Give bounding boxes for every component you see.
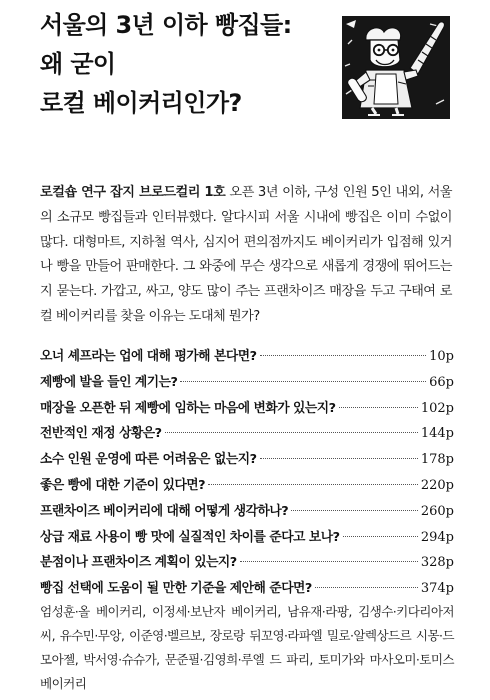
toc-dot-leader — [240, 561, 418, 562]
toc-question: 프랜차이즈 베이커리에 대해 어떻게 생각하나? — [40, 503, 289, 519]
toc-page-number: 10p — [429, 349, 454, 364]
title-line-3: 로컬 베이커리인가? — [40, 89, 242, 117]
page-title — [40, 6, 340, 123]
toc-page-number: 328p — [420, 555, 454, 571]
toc-question: 상급 재료 사용이 빵 맛에 실질적인 차이를 준다고 보나? — [40, 529, 340, 545]
toc-dot-leader — [165, 432, 418, 433]
toc-page-number: 220p — [420, 477, 454, 493]
toc-dot-leader — [291, 510, 418, 511]
title-line-2: 왜 굳이 — [40, 50, 116, 78]
toc-question: 전반적인 재정 상황은? — [40, 426, 162, 442]
toc-page-number: 260p — [420, 503, 454, 519]
contributors-list: 엄성훈·올 베이커리, 이정세·보난자 베이커리, 남유재·라팡, 김생수·키다리아저씨, 유수민·무앙, 이준영·벨르보, 장로랑 뒤꼬영·라파엘 밀로·알렉상드르 시몽·드모아젤, 박서영·슈슈가, 문준필·김영희·루엘 드 파리, 토미가와 마사오미·토미스 베이커리 — [40, 604, 454, 691]
toc-question: 매장을 오픈한 뒤 제빵에 임하는 마음에 변화가 있는지? — [40, 400, 336, 416]
toc-entry — [40, 397, 454, 423]
toc-dot-leader — [343, 536, 418, 537]
table-of-contents — [40, 345, 454, 603]
toc-entry — [40, 448, 454, 474]
toc-page-number: 374p — [420, 581, 454, 597]
toc-dot-leader — [339, 407, 418, 408]
toc-question: 빵집 선택에 도움이 될 만한 기준을 제안해 준다면? — [40, 581, 312, 597]
toc-question: 좋은 빵에 대한 기준이 있다면? — [40, 477, 206, 493]
toc-page-number: 144p — [420, 426, 454, 442]
toc-entry — [40, 474, 454, 500]
baker-with-baguette-icon — [340, 14, 452, 121]
toc-entry — [40, 500, 454, 526]
toc-dot-leader — [208, 484, 418, 485]
toc-dot-leader — [260, 355, 427, 356]
toc-question: 분점이나 프랜차이즈 계획이 있는지? — [40, 555, 237, 571]
toc-question: 오너 셰프라는 업에 대해 평가해 본다면? — [40, 349, 257, 364]
toc-page-number: 294p — [420, 529, 454, 545]
toc-entry — [40, 345, 454, 371]
toc-entry — [40, 371, 454, 397]
toc-entry — [40, 551, 454, 577]
intro-lead: 로컬숍 연구 잡지 브로드컬리 1호 — [40, 185, 226, 200]
toc-dot-leader — [260, 458, 418, 459]
toc-dot-leader — [315, 587, 418, 588]
intro-body: 오픈 3년 이하, 구성 인원 5인 내외, 서울의 소규모 빵집들과 인터뷰했다. 알다시피 서울 시내에 빵집은 이미 수없이 많다. 대형마트, 지하철 역사, 심지어 편의점까지도 베이커리가 입점해 있거나 빵을 만들어 판매한다. 그 와중에 무슨 생각으로 새롭게 경쟁에 뛰어드는지 묻는다. 가깝고, 싸고, 양도 많이 주는 프랜차이즈 매장을 두고 구태여 로컬 베이커리를 찾을 이유는 도대체 뭔가? — [40, 185, 452, 324]
toc-page-number: 178p — [420, 452, 454, 468]
toc-question: 제빵에 발을 들인 계기는? — [40, 374, 178, 390]
toc-dot-leader — [180, 381, 426, 382]
title-line-1: 서울의 3년 이하 빵집들: — [40, 11, 292, 39]
toc-question: 소수 인원 운영에 따른 어려움은 없는지? — [40, 452, 257, 468]
toc-entry — [40, 422, 454, 448]
toc-page-number: 102p — [420, 400, 454, 416]
toc-page-number: 66p — [429, 374, 454, 390]
intro-paragraph — [40, 181, 452, 330]
toc-entry — [40, 526, 454, 552]
